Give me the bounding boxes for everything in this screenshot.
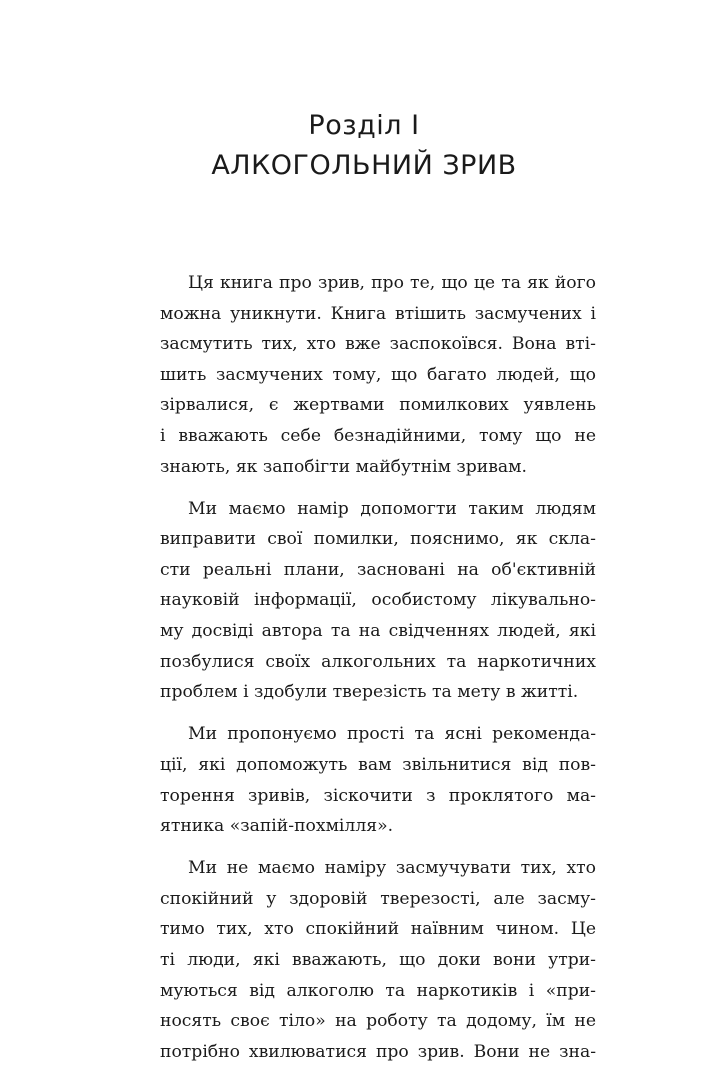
text-line: Ми пропонуємо прості та ясні рекоменда- — [188, 724, 596, 745]
text-line: спокійний у здоровій тверезості, але засму- — [160, 888, 596, 909]
text-line: ції, які допоможуть вам звільнитися від пов- — [160, 754, 596, 775]
text-line: ті люди, які вважають, що доки вони утри- — [160, 949, 596, 970]
text-line: шить засмучених тому, що багато людей, що — [160, 364, 596, 385]
text-line: проблем і здобули тверезість та мету в житті. — [160, 682, 579, 703]
text-line: зірвалися, є жертвами помилкових уявлень — [160, 395, 596, 416]
text-line: позбулися своїх алкогольних та наркотичних — [160, 651, 596, 672]
text-line: Ця книга про зрив, про те, що це та як його — [188, 273, 596, 293]
text-line: Ми маємо намір допомогти таким людям — [188, 498, 596, 519]
chapter-label: Розділ І — [308, 110, 420, 141]
text-line: торення зривів, зіскочити з проклятого ма- — [160, 785, 596, 806]
text-line: потрібно хвилюватися про зрив. Вони не зна- — [160, 1041, 596, 1062]
text-line: сти реальні плани, засновані на об'єктивній — [160, 559, 596, 580]
paragraph — [160, 268, 596, 482]
text-line: носять своє тіло» на роботу та додому, їм не — [160, 1011, 596, 1032]
text-line: Ми не маємо наміру засмучувати тих, хто — [188, 858, 596, 879]
text-line: і вважають себе безнадійними, тому що не — [160, 425, 596, 446]
text-line: муються від алкоголю та наркотиків і «при- — [160, 980, 596, 1001]
text-line: виправити свої помилки, пояснимо, як скла- — [160, 529, 596, 550]
text-line: науковій інформації, особистому лікувально- — [160, 590, 596, 611]
text-line: ятника «запій-похмілля». — [160, 816, 394, 837]
chapter-title: АЛКОГОЛЬНИЙ ЗРИВ — [211, 150, 517, 181]
chapter-body — [160, 268, 596, 1079]
text-line: знають, як запобігти майбутнім зривам. — [160, 456, 527, 477]
text-line: тимо тих, хто спокійний наївним чином. Це — [160, 919, 596, 940]
paragraph — [160, 853, 596, 1067]
paragraph — [160, 719, 596, 841]
text-line: засмутить тих, хто вже заспокоївся. Вона вті- — [160, 334, 596, 355]
text-line: му досвіді автора та на свідченнях людей, які — [160, 621, 596, 642]
text-line: можна уникнути. Книга втішить засмучених і — [160, 303, 596, 324]
paragraph — [160, 494, 596, 708]
